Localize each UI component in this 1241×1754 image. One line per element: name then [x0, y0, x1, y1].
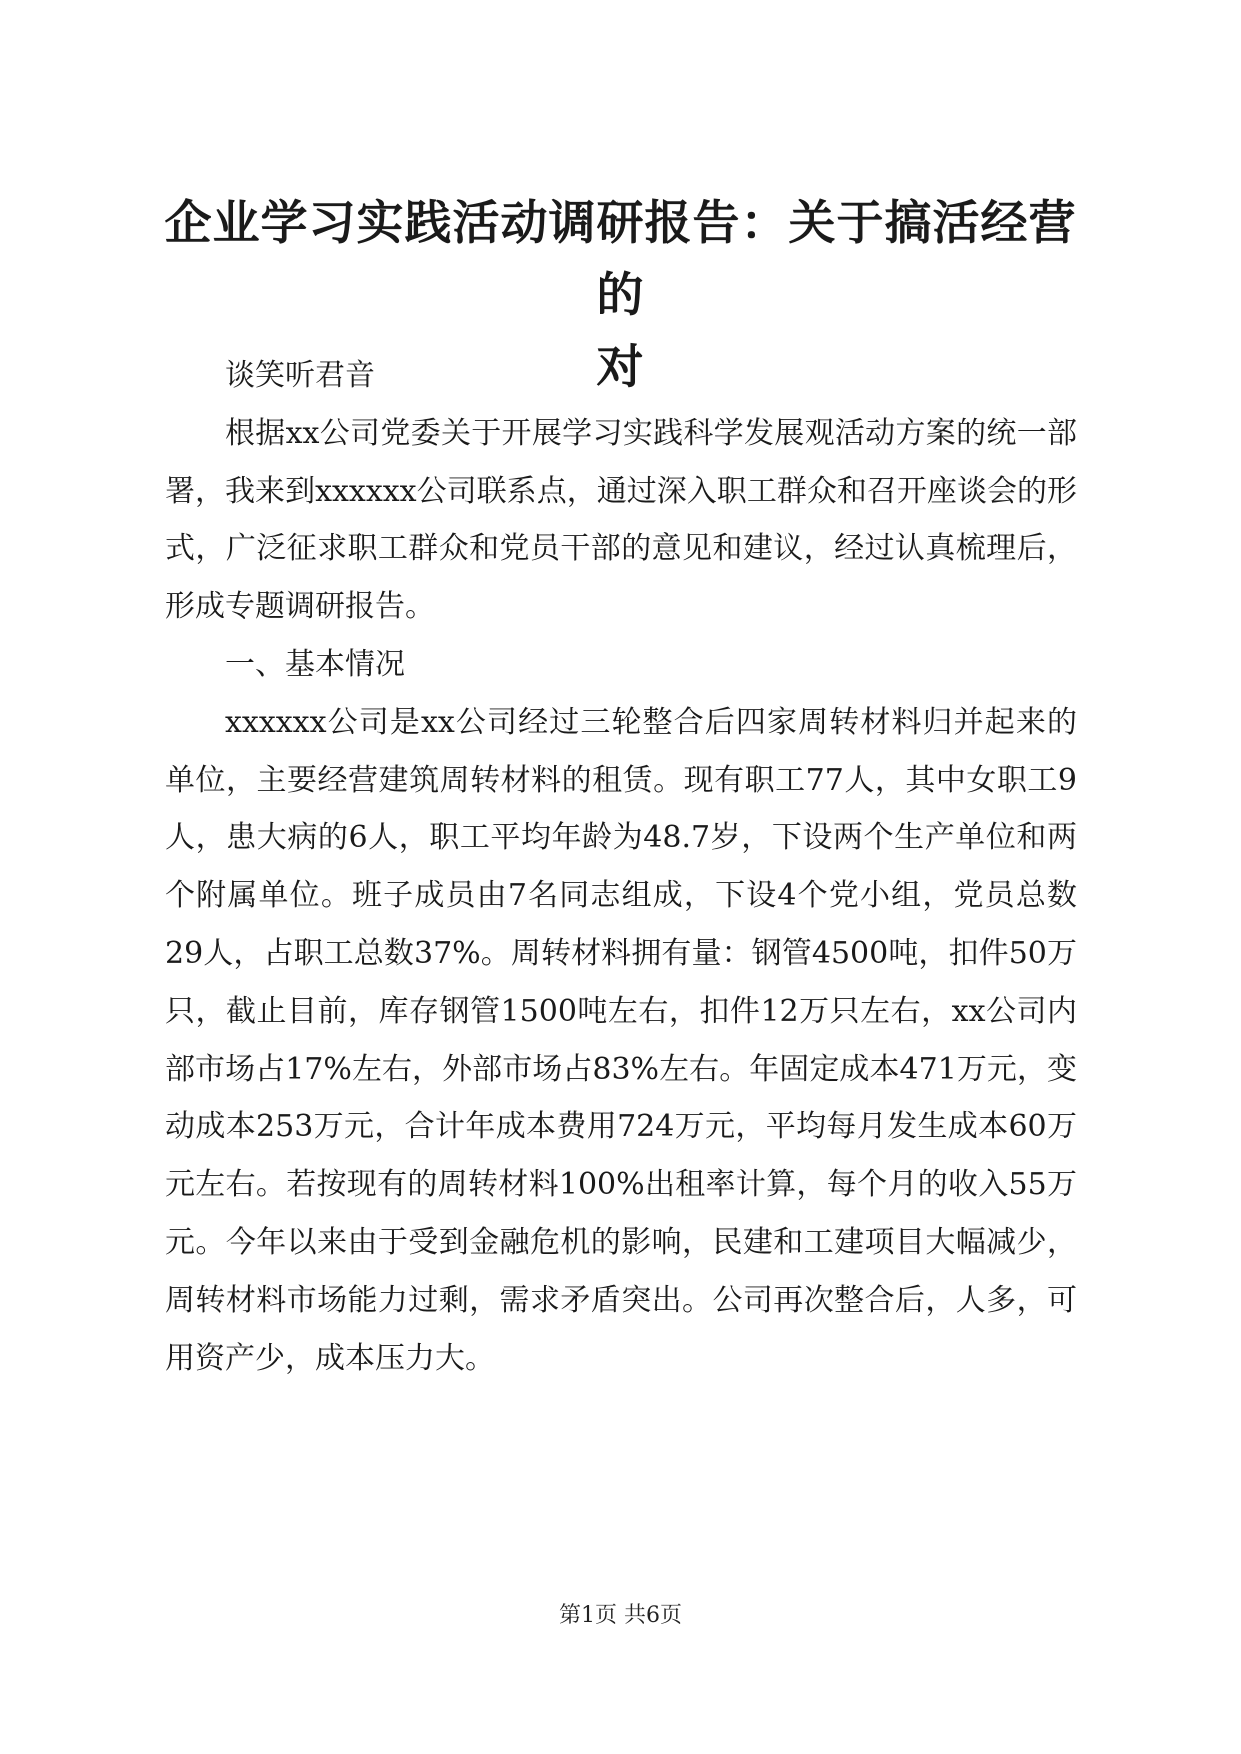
paragraph-intro: 根据xx公司党委关于开展学习实践科学发展观活动方案的统一部署，我来到xxxxxx公司联系点，通过深入职工群众和召开座谈会的形式，广泛征求职工群众和党员干部的意见和建议，经过认真梳理后，形成专题调研报告。	[165, 415, 1077, 625]
page-number-footer: 第1页 共6页	[559, 1603, 682, 1628]
paragraph-basic-situation: xxxxxx公司是xx公司经过三轮整合后四家周转材料归并起来的单位，主要经营建筑周转材料的租赁。现有职工77人，其中女职工9人，患大病的6人，职工平均年龄为48.7岁，下设两个生产单位和两个附属单位。班子成员由7名同志组成，下设4个党小组，党员总数29人，占职工总数37%。周转材料拥有量：钢管4500吨，扣件50万只，截止目前，库存钢管1500吨左右，扣件12万只左右，xx公司内部市场占17%左右，外部市场占83%左右。年固定成本471万元，变动成本253万元，合计年成本费用724万元，平均每月发生成本60万元左右。若按现有的周转材料100%出租率计算，每个月的收入55万元。今年以来由于受到金融危机的影响，民建和工建项目大幅减少，周转材料市场能力过剩，需求矛盾突出。公司再次整合后，人多，可用资产少，成本压力大。	[165, 704, 1077, 1376]
document-body	[165, 347, 1077, 1387]
author-line: 谈笑听君音	[225, 358, 375, 393]
section-heading: 一、基本情况	[225, 646, 405, 682]
title-line-2: 对	[596, 340, 645, 395]
title-line-1: 企业学习实践活动调研报告：关于搞活经营的	[164, 196, 1077, 323]
